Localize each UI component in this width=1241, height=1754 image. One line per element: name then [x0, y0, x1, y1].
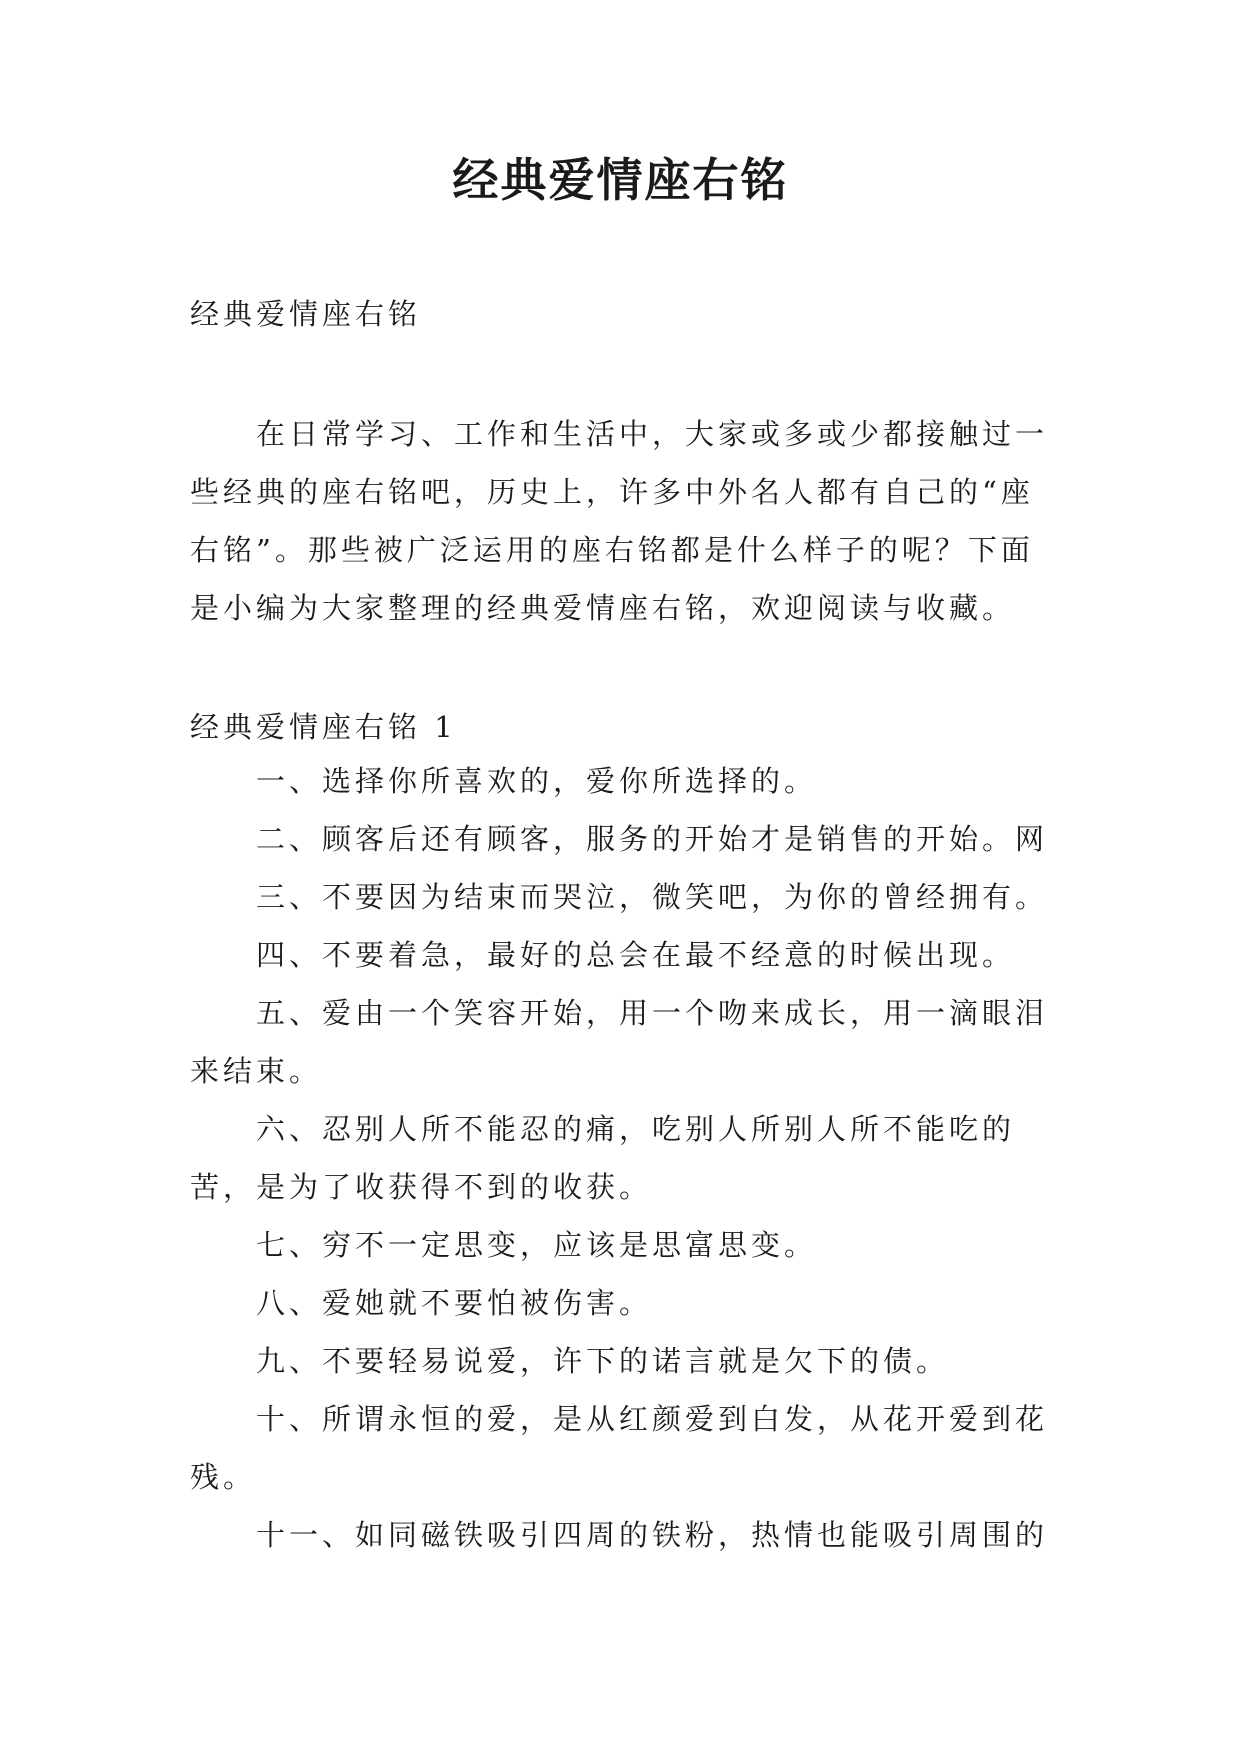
- intro-paragraph: [190, 405, 1050, 637]
- motto-list: [190, 752, 1050, 1564]
- section-heading: [190, 698, 1050, 756]
- list-item: 九、不要轻易说爱，许下的诺言就是欠下的债。: [256, 1344, 950, 1378]
- subtitle-text: 经典爱情座右铭: [190, 297, 422, 331]
- document-title: 经典爱情座右铭: [452, 153, 789, 207]
- list-item: 八、爱她就不要怕被伤害。: [256, 1286, 653, 1320]
- intro-text: 在日常学习、工作和生活中，大家或多或少都接触过一些经典的座右铭吧，历史上，许多中外名人都有自己的“座右铭”。那些被广泛运用的座右铭都是什么样子的呢？下面是小编为大家整理的经典爱情座右铭，欢迎阅读与收藏。: [190, 417, 1049, 625]
- list-item: 一、选择你所喜欢的，爱你所选择的。: [256, 764, 818, 798]
- list-item: 二、顾客后还有顾客，服务的开始才是销售的开始。网: [256, 822, 1049, 856]
- list-item: 六、忍别人所不能忍的痛，吃别人所别人所不能吃的苦，是为了收获得不到的收获。: [190, 1112, 1016, 1204]
- list-item: 七、穷不一定思变，应该是思富思变。: [256, 1228, 818, 1262]
- document-subtitle: [190, 285, 1050, 343]
- list-item: 十、所谓永恒的爱，是从红颜爱到白发，从花开爱到花残。: [190, 1402, 1049, 1494]
- section-heading-text: 经典爱情座右铭 1: [190, 710, 457, 744]
- list-item: 五、爱由一个笑容开始，用一个吻来成长，用一滴眼泪来结束。: [190, 996, 1049, 1088]
- list-item: 十一、如同磁铁吸引四周的铁粉，热情也能吸引周围的: [256, 1518, 1049, 1552]
- list-item: 三、不要因为结束而哭泣，微笑吧，为你的曾经拥有。: [256, 880, 1049, 914]
- list-item: 四、不要着急，最好的总会在最不经意的时候出现。: [256, 938, 1016, 972]
